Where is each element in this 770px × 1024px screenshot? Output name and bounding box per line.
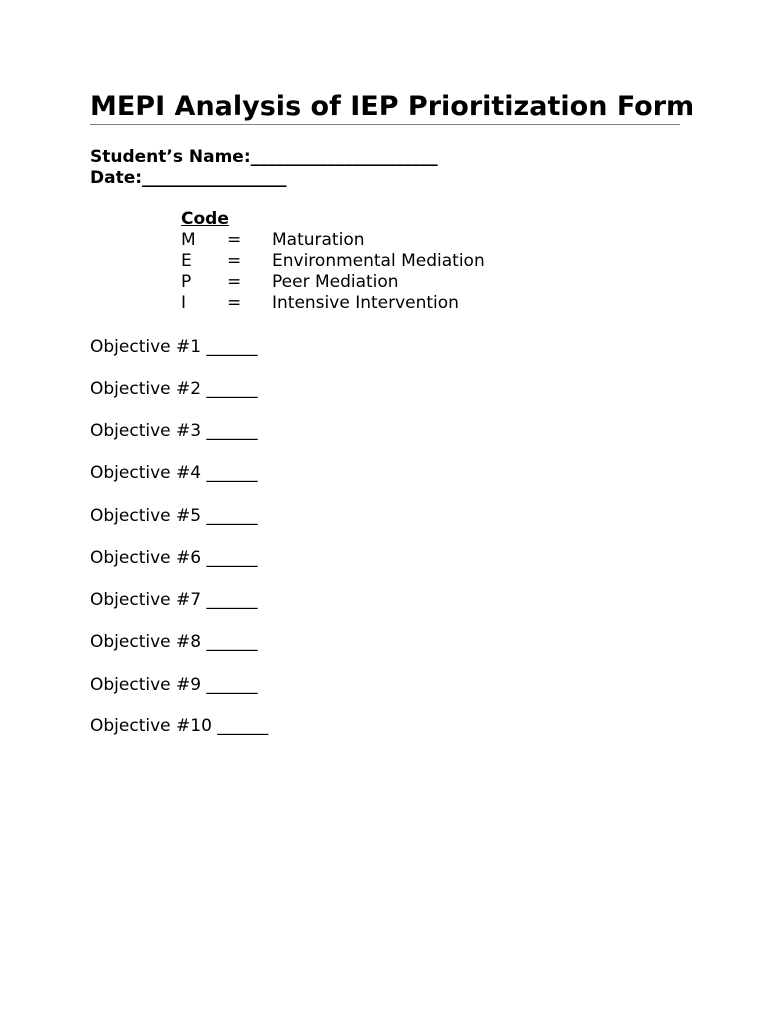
objective-8-line: Objective #8 ______ bbox=[90, 632, 258, 652]
objective-7-line: Objective #7 ______ bbox=[90, 590, 258, 610]
code-equals: = bbox=[227, 272, 242, 292]
code-meaning: Peer Mediation bbox=[272, 272, 399, 292]
code-meaning: Maturation bbox=[272, 230, 365, 250]
title-divider bbox=[90, 124, 680, 125]
objective-6-line: Objective #6 ______ bbox=[90, 548, 258, 568]
code-meaning: Environmental Mediation bbox=[272, 251, 485, 271]
date-field: Date:_________________ bbox=[90, 168, 287, 188]
code-letter: E bbox=[181, 251, 192, 271]
code-meaning: Intensive Intervention bbox=[272, 293, 459, 313]
page-title: MEPI Analysis of IEP Prioritization Form bbox=[90, 91, 695, 122]
objective-5-line: Objective #5 ______ bbox=[90, 506, 258, 526]
objective-2-line: Objective #2 ______ bbox=[90, 379, 258, 399]
code-heading: Code bbox=[181, 209, 229, 229]
objective-3-line: Objective #3 ______ bbox=[90, 421, 258, 441]
code-letter: I bbox=[181, 293, 187, 313]
objective-9-line: Objective #9 ______ bbox=[90, 675, 258, 695]
code-letter: M bbox=[181, 230, 196, 250]
objective-10-line: Objective #10 ______ bbox=[90, 716, 269, 736]
student-name-field: Student’s Name:______________________ bbox=[90, 147, 438, 167]
code-letter: P bbox=[181, 272, 192, 292]
objective-4-line: Objective #4 ______ bbox=[90, 463, 258, 483]
code-equals: = bbox=[227, 251, 242, 271]
objective-1-line: Objective #1 ______ bbox=[90, 337, 258, 357]
code-equals: = bbox=[227, 230, 242, 250]
code-equals: = bbox=[227, 293, 242, 313]
